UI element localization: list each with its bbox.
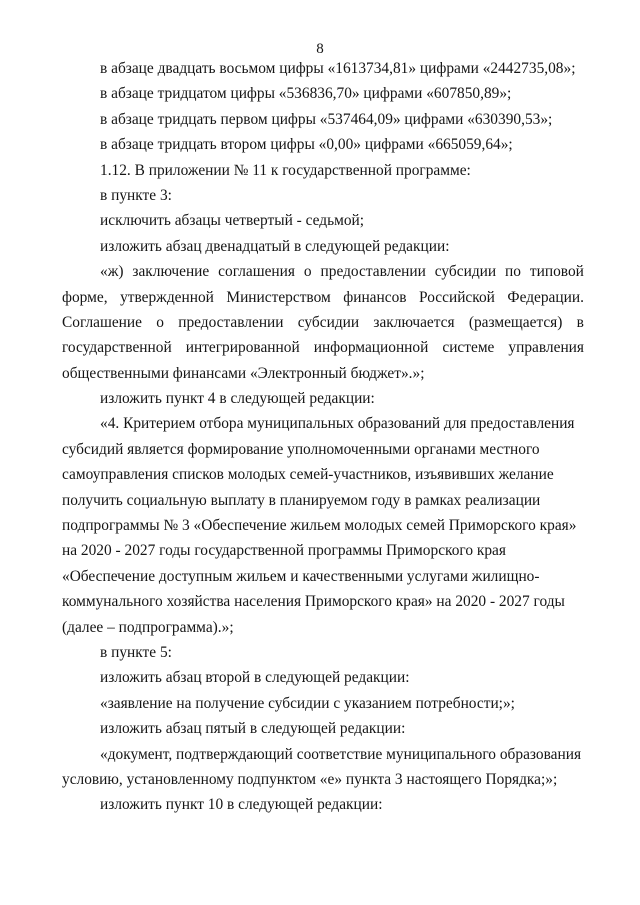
text-line: изложить абзац двенадцатый в следующей редакции: xyxy=(100,237,450,255)
word: соглашения xyxy=(218,263,295,281)
justified-line xyxy=(62,259,584,284)
word: Соглашение xyxy=(62,313,142,331)
text-line: «заявление на получение субсидии с указанием потребности;»; xyxy=(100,694,515,712)
word: типовой xyxy=(529,263,584,281)
word: (размещается) xyxy=(468,313,563,331)
text-line: изложить пункт 4 в следующей редакции: xyxy=(100,390,375,408)
text-line: изложить пункт 10 в следующей редакции: xyxy=(100,796,383,814)
text-line: на 2020 - 2027 годы государственной программы Приморского края xyxy=(62,542,506,560)
word: субсидии xyxy=(434,263,497,281)
word: заключается xyxy=(373,313,455,331)
page-number: 8 xyxy=(316,41,324,57)
line-text xyxy=(100,259,584,284)
text-line: коммунального хозяйства населения Приморского края» на 2020 - 2027 годы xyxy=(62,593,565,611)
word: утвержденной xyxy=(120,288,214,306)
text-line: субсидий является формирование уполномоченными органами местного xyxy=(62,440,540,458)
word: финансов xyxy=(343,288,407,306)
word: информационной xyxy=(313,339,429,357)
text-line: в пункте 3: xyxy=(100,186,172,204)
word: Российской xyxy=(419,288,495,306)
word: предоставлении xyxy=(178,313,284,331)
text-line: получить социальную выплату в планируемом году в рамках реализации xyxy=(62,491,541,509)
text-line: «Обеспечение доступным жильем и качественными услугами жилищно- xyxy=(62,567,540,585)
justified-line xyxy=(62,285,584,310)
word: форме, xyxy=(62,288,108,306)
text-line: в пункте 5: xyxy=(100,643,172,661)
line-text xyxy=(62,285,584,310)
word: предоставлении xyxy=(320,263,426,281)
word: субсидии xyxy=(297,313,360,331)
text-line: в абзаце тридцатом цифры «536836,70» цифрами «607850,89»; xyxy=(100,85,512,103)
word: государственной xyxy=(62,339,172,357)
text-line: исключить абзацы четвертый - седьмой; xyxy=(100,212,365,230)
word: интегрированной xyxy=(185,339,300,357)
word: по xyxy=(505,263,521,281)
text-line: изложить абзац пятый в следующей редакции: xyxy=(100,720,406,738)
document-body xyxy=(62,56,584,818)
word: «ж) xyxy=(100,263,124,281)
text-line: «документ, подтверждающий соответствие муниципального образования xyxy=(100,745,582,763)
word: системе xyxy=(442,339,495,357)
text-line: изложить абзац второй в следующей редакции: xyxy=(100,669,410,687)
word: Федерации. xyxy=(507,288,584,306)
text-line: подпрограммы № 3 «Обеспечение жильем молодых семей Приморского края» xyxy=(62,517,577,535)
word: о xyxy=(156,313,164,331)
text-line: в абзаце тридцать втором цифры «0,00» цифрами «665059,64»; xyxy=(100,136,513,154)
word: о xyxy=(303,263,312,281)
line-text xyxy=(62,335,584,360)
word: управления xyxy=(508,339,584,357)
word: Министерством xyxy=(226,288,331,306)
justified-line xyxy=(62,310,584,335)
word: заключение xyxy=(132,263,210,281)
text-line: общественными финансами «Электронный бюджет».»; xyxy=(62,364,425,382)
text-line: в абзаце тридцать первом цифры «537464,09» цифрами «630390,53»; xyxy=(100,110,553,128)
text-line: самоуправления списков молодых семей-участников, изъявивших желание xyxy=(62,466,554,484)
text-line: «4. Критерием отбора муниципальных образований для предоставления xyxy=(100,415,575,433)
section-heading: 1.12. В приложении № 11 к государственной программе: xyxy=(100,161,471,179)
justified-line xyxy=(62,335,584,360)
text-line: (далее – подпрограмма).»; xyxy=(62,618,234,636)
line-text xyxy=(62,310,584,335)
word: в xyxy=(576,313,584,331)
text-line: условию, установленному подпунктом «е» пункта 3 настоящего Порядка;»; xyxy=(62,770,558,788)
text-line: в абзаце двадцать восьмом цифры «1613734,81» цифрами «2442735,08»; xyxy=(100,60,576,77)
